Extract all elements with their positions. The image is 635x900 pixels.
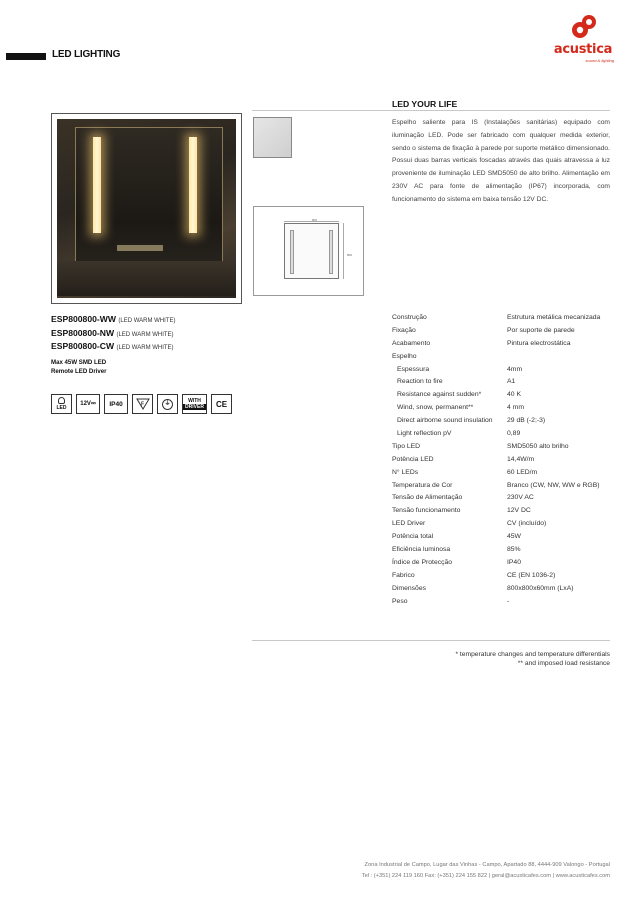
ce-mark-icon: CE xyxy=(211,394,232,414)
spec-row: Direct airborne sound insulation 29 dB (-2;-3) xyxy=(397,417,546,425)
dimension-top-label: 800 xyxy=(312,218,318,222)
spec-row: Fabrico CE (EN 1036-2) xyxy=(392,571,556,579)
model-code: ESP800800-NW xyxy=(51,327,115,338)
spec-row: Eficiência luminosa 85% xyxy=(392,546,521,554)
technical-drawing xyxy=(253,206,364,296)
product-description: Espelho saliente para IS (Instalações sanitárias) equipado com iluminação LED. Pode ser fabricado com qualquer medida exterior, sendo o sistema de fixação à parede por suporte metálico dimensionado. Possui duas barras verticais foscadas através das quais atravessa a luz proveniente de iluminação LED SMD5050 de alto brilho. Alimentação em 230V AC para fonte de alimentação (IP67) incorporada, com funcionamento do sistema em baixa tensão 12V DC. xyxy=(392,119,610,203)
spec-row: LED Driver CV (incluído) xyxy=(392,520,547,528)
spec-row: Light reflection pV 0,89 xyxy=(397,430,521,438)
spec-row: Wind, snow, permanent** 4 mm xyxy=(397,404,524,412)
spec-row: Fixação Por suporte de parede xyxy=(392,326,575,334)
logo-tagline: sound & lighting xyxy=(585,58,614,63)
spec-row: Temperatura de Cor Branco (CW, NW, WW e RGB) xyxy=(392,481,600,489)
finish-swatch xyxy=(253,117,292,158)
brand-logo xyxy=(548,14,618,66)
led-bar-right xyxy=(189,137,197,233)
footnote-divider xyxy=(252,640,610,641)
spec-row: Espessura 4mm xyxy=(397,365,523,373)
dimension-right-label: 800 xyxy=(347,253,353,257)
spec-row: Tipo LED SMD5050 alto brilho xyxy=(392,442,569,450)
spec-row: Reaction to fire A1 xyxy=(397,378,516,386)
led-icon: LED xyxy=(51,394,72,414)
footnote-1: * temperature changes and temperature differentials xyxy=(455,651,610,658)
footnote-2: ** and imposed load resistance xyxy=(517,660,610,668)
photo-reflection xyxy=(117,245,163,251)
spec-row: Acabamento Pintura electrostática xyxy=(392,339,571,347)
model-variant: (LED WARM WHITE) xyxy=(116,331,174,338)
driver-icon: WITH DRIVER xyxy=(182,394,207,414)
spec-row: Tensão de Alimentação 230V AC xyxy=(392,494,534,502)
led-bar-left xyxy=(93,137,101,233)
drawing-bar-left xyxy=(290,230,294,274)
page-title: LED LIGHTING xyxy=(52,49,121,60)
f-mark-icon xyxy=(132,394,153,414)
spec-row: Índice de Protecção IP40 xyxy=(392,558,521,566)
model-variant: (LED WARM WHITE) xyxy=(118,318,176,324)
model-item xyxy=(51,328,175,342)
spec-row: Potência total 45W xyxy=(392,533,521,541)
model-list xyxy=(51,314,175,355)
model-variant: (LED WARM WHITE) xyxy=(116,345,174,352)
footer-contacts: Tel : (+351) 224 119 160 Fax: (+351) 224 155 822 | geral@acusticafes.com | www.acusticafes.com xyxy=(361,873,610,879)
ground-icon: ⏚ xyxy=(157,394,178,414)
footnotes xyxy=(392,650,610,669)
voltage-icon: 12V ⎓ xyxy=(76,394,100,414)
page-footer xyxy=(200,860,610,882)
note-max-power: Max 45W SMD LED xyxy=(51,359,107,366)
power-notes xyxy=(51,358,107,376)
section-title: LED YOUR LIFE xyxy=(392,99,458,109)
logo-icon xyxy=(570,14,598,42)
model-item xyxy=(51,341,175,355)
spec-row: Tensão funcionamento 12V DC xyxy=(392,507,531,515)
model-code: ESP800800-WW xyxy=(51,314,116,324)
spec-table xyxy=(392,314,612,610)
photo-shelf xyxy=(57,261,236,296)
product-photo xyxy=(51,113,242,304)
svg-text:F: F xyxy=(140,401,144,408)
certification-icons xyxy=(51,394,232,414)
ip-rating-icon: IP40 xyxy=(104,394,128,414)
spec-row: Peso - xyxy=(392,597,510,605)
spec-row: Construção Estrutura metálica mecanizada xyxy=(392,314,601,321)
spec-row: N° LEDs 60 LED/m xyxy=(392,468,538,476)
header-bar xyxy=(6,53,46,60)
spec-row: Espelho xyxy=(392,352,417,360)
dimension-line-right xyxy=(343,223,344,279)
logo-wordmark: acustica xyxy=(553,42,613,57)
spec-row: Resistance against sudden* 40 K xyxy=(397,391,521,399)
section-divider xyxy=(252,110,610,111)
drawing-bar-right xyxy=(329,230,333,274)
footer-address: Zona Industrial de Campo, Lugar das Vinhas - Campo, Apartado 88, 4444-909 Valongo - Portugal xyxy=(364,862,610,868)
drawing-mirror-frame xyxy=(284,223,339,279)
spec-row: Dimensões 800x800x60mm (LxA) xyxy=(392,584,574,592)
note-driver: Remote LED Driver xyxy=(51,368,107,375)
spec-row: Potência LED 14,4W/m xyxy=(392,455,535,463)
model-code: ESP800800-CW xyxy=(51,341,115,352)
model-item xyxy=(51,314,175,328)
